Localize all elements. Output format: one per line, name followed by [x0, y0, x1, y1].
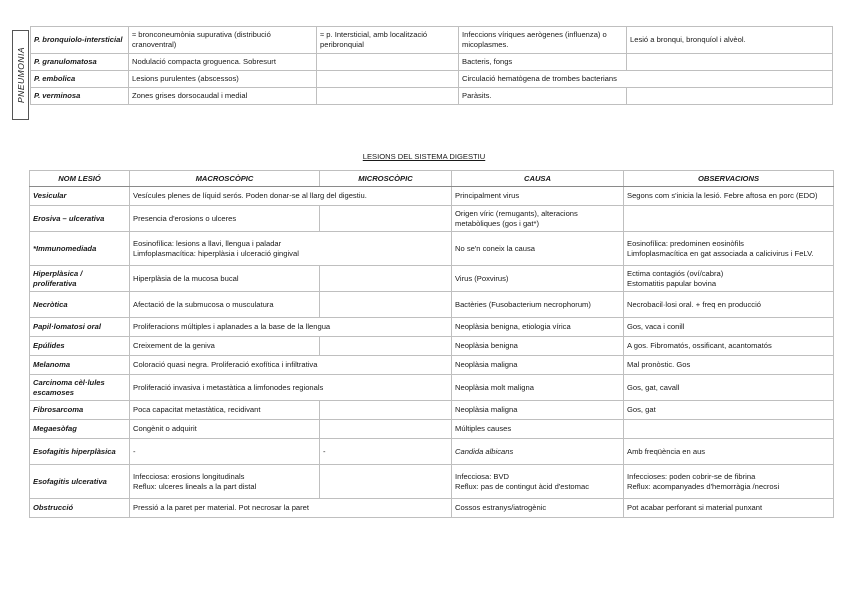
- obs-cell: [624, 232, 834, 266]
- macro-cell: [130, 337, 320, 356]
- lesion-name: Epúlides: [30, 337, 130, 356]
- table-header-row: [30, 171, 834, 187]
- table-row: [30, 356, 834, 375]
- lesion-name: Fibrosarcoma: [30, 401, 130, 420]
- causa-cell: [452, 337, 624, 356]
- lesion-name: Obstrucció: [30, 499, 130, 518]
- obs-cell: [624, 420, 834, 439]
- obs-cell: [627, 88, 833, 105]
- causa-cell: [452, 266, 624, 292]
- macro-line: Creixement de la geniva: [133, 341, 215, 351]
- table-row: [30, 232, 834, 266]
- micro-cell: [317, 88, 459, 105]
- causa-cell: Circulació hematògena de trombes bacterians: [459, 71, 833, 88]
- micro-cell: [320, 206, 452, 232]
- causa-line: Neoplàsia molt maligna: [455, 382, 534, 392]
- table-row: [30, 266, 834, 292]
- causa-line: Neoplàsia maligna: [455, 405, 518, 415]
- obs-line: A gos. Fibromatós, ossificant, acantomatós: [627, 341, 772, 351]
- macro-cell: Zones grises dorsocaudal i medial: [129, 88, 317, 105]
- lesion-name: Vesicular: [30, 187, 130, 206]
- obs-line: Gos, vaca i conill: [627, 322, 685, 332]
- obs-line: Reflux: acompanyades d'hemorràgia /necrosi: [627, 481, 780, 491]
- causa-line: Reflux: pas de contingut àcid d'estomac: [455, 481, 589, 491]
- causa-cell: [452, 206, 624, 232]
- section-title: LESIONS DEL SISTEMA DIGESTIU: [362, 152, 486, 161]
- macro-cell: [130, 375, 452, 401]
- macro-line: Afectació de la submucosa o musculatura: [133, 299, 274, 309]
- obs-line: Ectima contagiós (oví/cabra): [627, 268, 724, 278]
- macro-cell: [130, 356, 452, 375]
- macro-cell: [130, 292, 320, 318]
- obs-cell: [624, 266, 834, 292]
- table-row: [30, 206, 834, 232]
- macro-line: Presencia d'erosions o ulceres: [133, 213, 237, 223]
- obs-line: Necrobacil·losi oral. + freq en producció: [627, 299, 762, 309]
- obs-cell: Lesió a bronqui, bronquíol i alvèol.: [627, 27, 833, 54]
- lesion-name: Megaesòfag: [30, 420, 130, 439]
- macro-line: Coloració quasi negra. Proliferació exofítica i infiltrativa: [133, 360, 318, 370]
- causa-cell: Paràsits.: [459, 88, 627, 105]
- lesion-name: Esofagitis hiperplàsica: [30, 439, 130, 465]
- macro-line: Reflux: ulceres lineals a la part distal: [133, 481, 257, 491]
- lesion-name: Melanoma: [30, 356, 130, 375]
- causa-line: Neoplàsia maligna: [455, 360, 518, 370]
- table-row: [30, 420, 834, 439]
- macro-line: Poca capacitat metastàtica, recidivant: [133, 405, 261, 415]
- lesion-name: P. granulomatosa: [31, 54, 129, 71]
- table-row: [30, 187, 834, 206]
- obs-cell: [624, 292, 834, 318]
- obs-cell: [624, 465, 834, 499]
- causa-cell: [452, 318, 624, 337]
- macro-cell: [130, 232, 452, 266]
- causa-cell: [452, 499, 624, 518]
- obs-cell: [624, 439, 834, 465]
- obs-cell: [627, 54, 833, 71]
- causa-line: No se'n coneix la causa: [455, 243, 535, 253]
- macro-cell: Lesions purulentes (abscessos): [129, 71, 317, 88]
- table-row: [31, 88, 833, 105]
- digestiu-table: [29, 170, 834, 518]
- table-row: [31, 71, 833, 88]
- causa-line: Cossos estranys/iatrogènic: [455, 503, 547, 513]
- table-row: [30, 401, 834, 420]
- micro-cell: ≈ p. Intersticial, amb localització peribronquial: [317, 27, 459, 54]
- lesion-name: Carcinoma cèl·lules escamoses: [30, 375, 130, 401]
- obs-line: Eosinofílica: predominen eosinòfils: [627, 238, 744, 248]
- obs-line: Mal pronòstic. Gos: [627, 360, 691, 370]
- macro-line: Pressió a la paret per material. Pot necrosar la paret: [133, 503, 310, 513]
- table-row: [30, 439, 834, 465]
- obs-cell: [624, 206, 834, 232]
- header-obs: OBSERVACIONS: [624, 171, 834, 187]
- lesion-name: Esofagitis ulcerativa: [30, 465, 130, 499]
- macro-line: -: [133, 446, 136, 456]
- lesion-name: P. bronquiolo-intersticial: [31, 27, 129, 54]
- causa-cell: [452, 356, 624, 375]
- macro-cell: [130, 401, 320, 420]
- obs-line: Gos, gat, cavall: [627, 382, 680, 392]
- macro-cell: [130, 420, 320, 439]
- table-row: [31, 27, 833, 54]
- lesion-name: P. embolica: [31, 71, 129, 88]
- causa-cell: [452, 465, 624, 499]
- macro-cell: [130, 499, 452, 518]
- causa-line: Origen víric (remugants), alteracions metabòliques (gos i gat*): [455, 208, 578, 228]
- macro-cell: [130, 187, 452, 206]
- obs-cell: [624, 337, 834, 356]
- obs-line: Amb freqüència en aus: [627, 446, 706, 456]
- causa-line: Candida albicans: [455, 446, 514, 456]
- obs-cell: [624, 401, 834, 420]
- macro-line: Congènit o adquirit: [133, 424, 197, 434]
- causa-cell: [452, 401, 624, 420]
- causa-cell: [452, 187, 624, 206]
- micro-cell: [320, 337, 452, 356]
- header-causa: CAUSA: [452, 171, 624, 187]
- obs-line: Pot acabar perforant si material punxant: [627, 503, 763, 513]
- micro-cell: [317, 71, 459, 88]
- causa-line: Neoplàsia benigna, etiologia vírica: [455, 322, 571, 332]
- pneumonia-vertical-label: PNEUMONIA: [12, 30, 29, 120]
- macro-cell: Nodulació compacta groguenca. Sobresurt: [129, 54, 317, 71]
- obs-line: Gos, gat: [627, 405, 656, 415]
- macro-line: Proliferacions múltiples i aplanades a la base de la llengua: [133, 322, 331, 332]
- obs-line: Segons com s'inicia la lesió. Febre aftosa en porc (EDO): [627, 191, 818, 201]
- causa-cell: [452, 420, 624, 439]
- causa-line: Múltiples causes: [455, 424, 512, 434]
- table-row: [30, 499, 834, 518]
- obs-line: Limfoplasmacítica en gat associada a calicivirus i FeLV.: [627, 248, 814, 258]
- obs-cell: [624, 375, 834, 401]
- digestiu-table-body: [30, 187, 834, 518]
- macro-cell: [130, 439, 320, 465]
- micro-cell: [320, 420, 452, 439]
- obs-cell: [624, 187, 834, 206]
- macro-cell: ≈ bronconeumònia supurativa (distribució cranoventral): [129, 27, 317, 54]
- macro-line: Vesícules plenes de líquid serós. Poden donar-se al llarg del digestiu.: [133, 191, 367, 201]
- micro-cell: [320, 465, 452, 499]
- lesion-name: Erosiva – ulcerativa: [30, 206, 130, 232]
- obs-cell: [624, 356, 834, 375]
- table-row: [31, 54, 833, 71]
- lesion-name: P. verminosa: [31, 88, 129, 105]
- causa-cell: [452, 292, 624, 318]
- lesion-name: Hiperplàsica / proliferativa: [30, 266, 130, 292]
- causa-cell: [452, 232, 624, 266]
- header-nom: NOM LESIÓ: [30, 171, 130, 187]
- obs-line: Infeccioses: poden cobrir-se de fibrina: [627, 471, 756, 481]
- causa-line: Infecciosa: BVD: [455, 471, 510, 481]
- causa-line: Neoplàsia benigna: [455, 341, 518, 351]
- table-row: [30, 292, 834, 318]
- macro-cell: [130, 465, 320, 499]
- lesion-name: Papil·lomatosi oral: [30, 318, 130, 337]
- causa-line: Virus (Poxvirus): [455, 273, 509, 283]
- table-row: [30, 465, 834, 499]
- causa-cell: [452, 439, 624, 465]
- causa-line: Principalment virus: [455, 191, 520, 201]
- table-row: [30, 375, 834, 401]
- header-macro: MACROSCÒPIC: [130, 171, 320, 187]
- macro-line: Eosinofílica: lesions a llavi, llengua i paladar: [133, 238, 282, 248]
- causa-cell: Infeccions víriques aerògenes (influenza) o micoplasmes.: [459, 27, 627, 54]
- macro-cell: [130, 318, 452, 337]
- micro-cell: [320, 292, 452, 318]
- micro-cell: [320, 266, 452, 292]
- obs-cell: [624, 318, 834, 337]
- lesion-name: *Immunomediada: [30, 232, 130, 266]
- causa-cell: Bacteris, fongs: [459, 54, 627, 71]
- macro-line: Hiperplàsia de la mucosa bucal: [133, 273, 239, 283]
- micro-cell: [317, 54, 459, 71]
- macro-line: Proliferació invasiva i metastàtica a limfonodes regionals: [133, 382, 324, 392]
- macro-cell: [130, 206, 320, 232]
- table-row: [30, 318, 834, 337]
- macro-cell: [130, 266, 320, 292]
- header-micro: MICROSCÒPIC: [320, 171, 452, 187]
- table-row: [30, 337, 834, 356]
- obs-cell: [624, 499, 834, 518]
- obs-line: Estomatitis papular bovina: [627, 278, 717, 288]
- causa-line: Bactèries (Fusobacterium necrophorum): [455, 299, 591, 309]
- pneumonia-table: [30, 26, 833, 105]
- micro-cell: [320, 401, 452, 420]
- lesion-name: Necròtica: [30, 292, 130, 318]
- macro-line: Infecciosa: erosions longitudinals: [133, 471, 245, 481]
- macro-line: Limfoplasmacítica: hiperplàsia i ulceració gingival: [133, 248, 299, 258]
- micro-cell: -: [320, 439, 452, 465]
- causa-cell: [452, 375, 624, 401]
